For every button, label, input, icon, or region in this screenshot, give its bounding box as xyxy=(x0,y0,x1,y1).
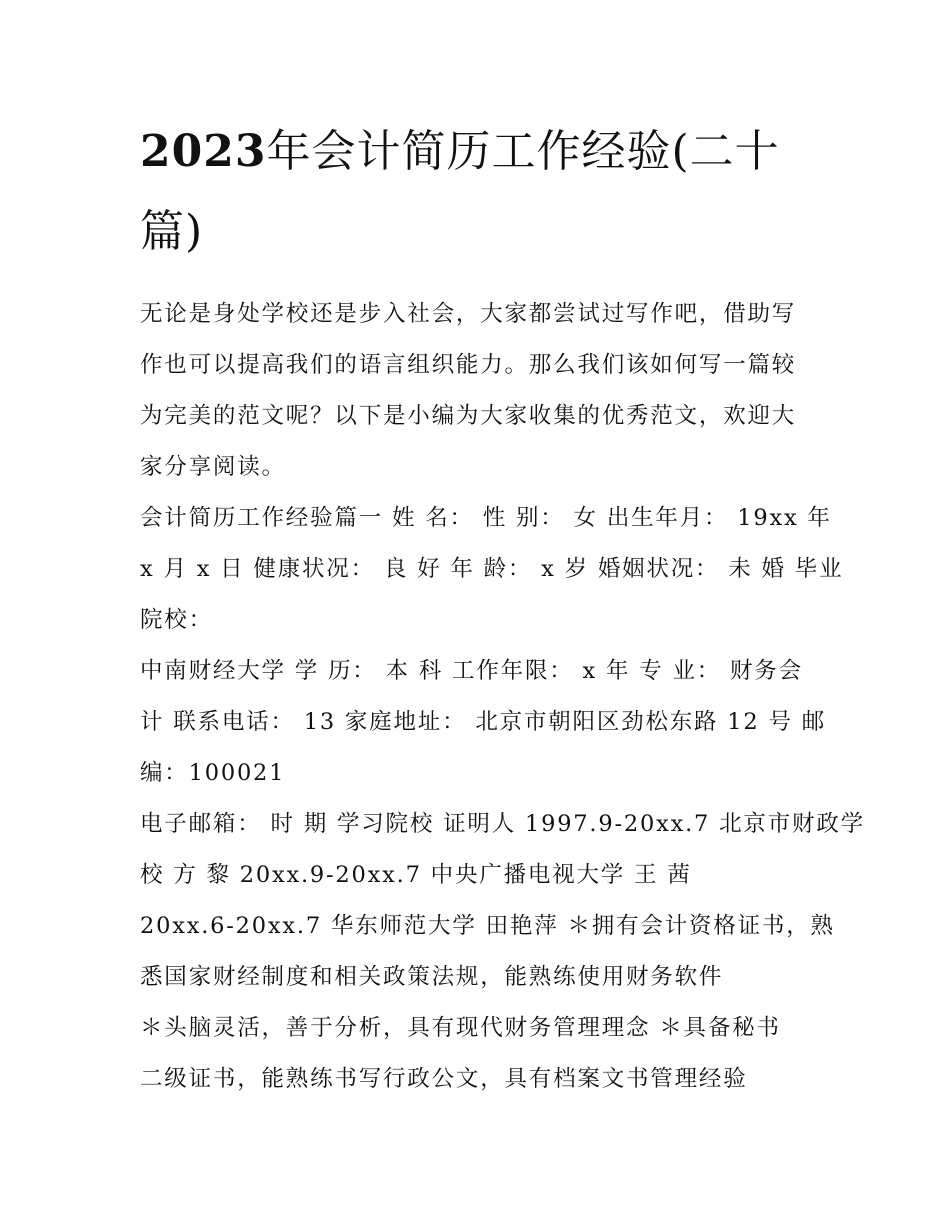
document-body xyxy=(140,289,865,1105)
text-line: 二级证书，能熟练书写行政公文，具有档案文书管理经验 xyxy=(140,1066,748,1092)
text-line: 校 方 黎 20xx.9-20xx.7 中央广播电视大学 王 茜 xyxy=(140,862,692,888)
text-line: 20xx.6-20xx.7 华东师范大学 田艳萍 ＊拥有会计资格证书，熟 xyxy=(140,913,835,939)
document-title xyxy=(140,112,812,272)
text-line: 家分享阅读。 xyxy=(140,454,286,480)
intro-paragraph xyxy=(140,289,812,493)
text-line: x 月 x 日 健康状况： 良 好 年 龄： x 岁 婚姻状况： 未 婚 毕业 xyxy=(140,556,844,582)
document-page xyxy=(140,112,865,1105)
text-line: 电子邮箱： 时 期 学习院校 证明人 1997.9-20xx.7 北京市财政学 xyxy=(140,811,865,837)
text-line: 作也可以提高我们的语言组织能力。那么我们该如何写一篇较 xyxy=(140,352,797,378)
text-line: 编：100021 xyxy=(140,760,286,786)
text-line: 悉国家财经制度和相关政策法规，能熟练使用财务软件 xyxy=(140,964,724,990)
text-line: 为完美的范文呢？以下是小编为大家收集的优秀范文，欢迎大 xyxy=(140,403,797,429)
resume-basic-info-paragraph xyxy=(140,493,844,646)
title-text: 年会计简历工作经验(二十篇) xyxy=(140,126,780,257)
text-line: 中南财经大学 学 历： 本 科 工作年限： x 年 专 业： 财务会 xyxy=(140,658,803,684)
resume-education-paragraph xyxy=(140,646,827,799)
title-year: 2023 xyxy=(140,126,267,177)
text-line: ＊头脑灵活，善于分析，具有现代财务管理理念 ＊具备秘书 xyxy=(140,1015,781,1041)
text-line: 院校： xyxy=(140,607,213,633)
text-line: 会计简历工作经验篇一 姓 名： 性 别： 女 出生年月： 19xx 年 xyxy=(140,505,832,531)
text-line: 计 联系电话： 13 家庭地址： 北京市朝阳区劲松东路 12 号 邮 xyxy=(140,709,827,735)
text-line: 无论是身处学校还是步入社会，大家都尝试过写作吧，借助写 xyxy=(140,301,797,327)
resume-history-paragraph xyxy=(140,799,865,1105)
